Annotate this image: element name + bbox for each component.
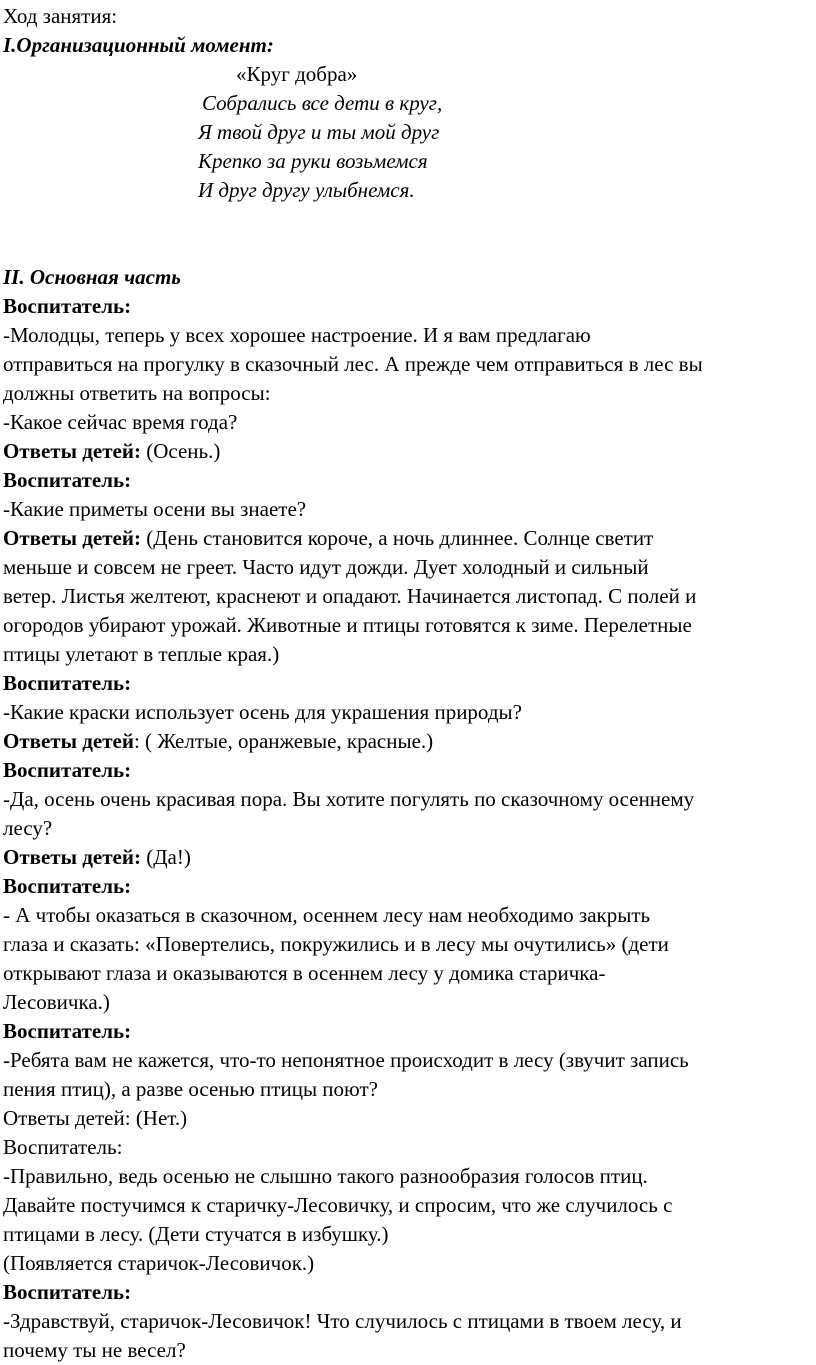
paragraph-line: -Какие приметы осени вы знаете? bbox=[3, 497, 307, 521]
answer-text: : ( Желтые, оранжевые, красные.) bbox=[133, 729, 434, 753]
paragraph-line: -Какие краски использует осень для украшения природы? bbox=[3, 700, 522, 724]
document-page bbox=[3, 2, 815, 1365]
section-2-title: II. Основная часть bbox=[3, 265, 181, 289]
speaker-children: Ответы детей bbox=[3, 729, 134, 753]
speaker-teacher: Воспитатель: bbox=[3, 1280, 132, 1304]
paragraph-line: Лесовичка.) bbox=[3, 990, 110, 1014]
paragraph-line: птицами в лесу. (Дети стучатся в избушку.) bbox=[3, 1222, 389, 1246]
speaker-children: Ответы детей: bbox=[3, 526, 141, 550]
poem-title: «Круг добра» bbox=[236, 62, 358, 86]
paragraph-line: Ответы детей: (Нет.) bbox=[3, 1106, 188, 1130]
answer-text: (Да!) bbox=[140, 845, 191, 869]
paragraph-line: -Здравствуй, старичок-Лесовичок! Что случилось с птицами в твоем лесу, и bbox=[3, 1309, 682, 1333]
section-1-title: I.Организационный момент: bbox=[3, 33, 274, 57]
speaker-children: Ответы детей: bbox=[3, 439, 141, 463]
poem-line: Собрались все дети в круг, bbox=[202, 91, 443, 115]
spacer bbox=[3, 205, 815, 234]
poem-line: Крепко за руки возьмемся bbox=[198, 149, 428, 173]
paragraph-line: (Появляется старичок-Лесовичок.) bbox=[3, 1251, 315, 1275]
paragraph-line: открывают глаза и оказываются в осеннем лесу у домика старичка- bbox=[3, 961, 606, 985]
paragraph-line: Давайте постучимся к старичку-Лесовичку, и спросим, что же случилось с bbox=[3, 1193, 673, 1217]
speaker-teacher: Воспитатель: bbox=[3, 671, 132, 695]
paragraph-line: меньше и совсем не греет. Часто идут дожди. Дует холодный и сильный bbox=[3, 555, 649, 579]
paragraph-line: почему ты не весел? bbox=[3, 1338, 186, 1362]
answer-line bbox=[3, 843, 815, 872]
speaker-teacher: Воспитатель: bbox=[3, 874, 132, 898]
answer-line bbox=[3, 727, 815, 756]
paragraph-line: должны ответить на вопросы: bbox=[3, 381, 271, 405]
paragraph-line: - А чтобы оказаться в сказочном, осеннем лесу нам необходимо закрыть bbox=[3, 903, 651, 927]
paragraph-line: -Молодцы, теперь у всех хорошее настроение. И я вам предлагаю bbox=[3, 323, 591, 347]
paragraph-line: -Правильно, ведь осенью не слышно такого разнообразия голосов птиц. bbox=[3, 1164, 648, 1188]
paragraph-line: -Ребята вам не кажется, что-то непонятное происходит в лесу (звучит запись bbox=[3, 1048, 689, 1072]
speaker-teacher: Воспитатель: bbox=[3, 294, 132, 318]
paragraph-line: пения птиц), а разве осенью птицы поют? bbox=[3, 1077, 378, 1101]
lesson-header: Ход занятия: bbox=[3, 4, 118, 28]
speaker-teacher: Воспитатель: bbox=[3, 1019, 132, 1043]
paragraph-line: глаза и сказать: «Повертелись, покружились и в лесу мы очутились» (дети bbox=[3, 932, 669, 956]
answer-line bbox=[3, 437, 815, 466]
speaker-teacher: Воспитатель: bbox=[3, 758, 132, 782]
paragraph-line: -Да, осень очень красивая пора. Вы хотите погулять по сказочному осеннему bbox=[3, 787, 695, 811]
paragraph-line: -Какое сейчас время года? bbox=[3, 410, 238, 434]
paragraph-line: Воспитатель: bbox=[3, 1135, 123, 1159]
paragraph-line: отправиться на прогулку в сказочный лес. А прежде чем отправиться в лес вы bbox=[3, 352, 703, 376]
paragraph-line: лесу? bbox=[3, 816, 53, 840]
paragraph-line: птицы улетают в теплые края.) bbox=[3, 642, 280, 666]
spacer bbox=[3, 234, 815, 263]
paragraph-line: огородов убирают урожай. Животные и птицы готовятся к зиме. Перелетные bbox=[3, 613, 692, 637]
speaker-teacher: Воспитатель: bbox=[3, 468, 132, 492]
speaker-children: Ответы детей: bbox=[3, 845, 141, 869]
paragraph-line: ветер. Листья желтеют, краснеют и опадают. Начинается листопад. С полей и bbox=[3, 584, 697, 608]
poem-line: И друг другу улыбнемся. bbox=[198, 178, 415, 202]
answer-text: (День становится короче, а ночь длиннее. Солнце светит bbox=[140, 526, 654, 550]
poem-line: Я твой друг и ты мой друг bbox=[198, 120, 440, 144]
answer-text: (Осень.) bbox=[140, 439, 221, 463]
answer-line bbox=[3, 524, 815, 553]
